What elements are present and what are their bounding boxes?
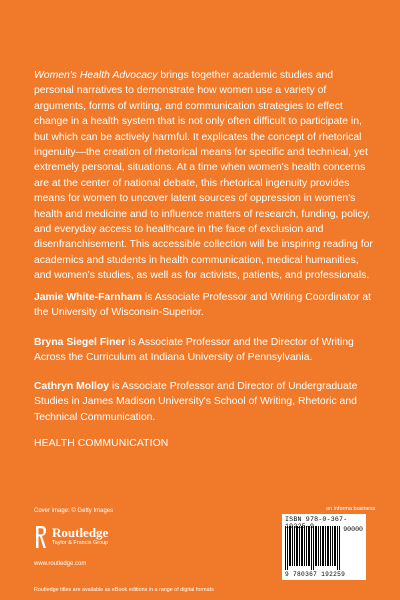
publisher-name: Routledge [52, 525, 109, 540]
blurb-text: brings together academic studies and personal narratives to demonstrate how women use a variety of arguments, forms of writing, and communication strategies to effect change in a health system that is not only often difficult to participate in, but which can be actively harmful. It explicates the concept of rhetorical ingenuity—the creation of rhetorical means for specific and technical, yet extremely personal, situations. At a time when women's health concerns are at the center of national debate, this rhetorical ingenuity provides means for women to uncover latent sources of oppression in women's health and medicine and to influence matters of research, funding, policy, and everyday access to healthcare in the face of exclusion and disenfranchisement. This accessible collection will be inspiring reading for academics and students in health communication, medical humanities, and women's studies, as well as for activists, patients, and professionals. [34, 70, 373, 282]
ean-digits: 9 780367 192259 [285, 571, 346, 578]
price-code: 90000 [343, 526, 363, 533]
blurb-paragraph [34, 68, 374, 284]
cover-credit: Cover image: © Getty Images [34, 508, 114, 514]
author-name: Cathryn Molloy [34, 381, 110, 392]
informa-tagline: an informa business [326, 506, 376, 512]
publisher-logo [34, 523, 154, 553]
publisher-group: Taylor & Francis Group [52, 540, 109, 546]
barcode-image [285, 526, 341, 570]
isbn-text: ISBN 978-0-367- 9225-9 [285, 516, 348, 530]
author-bio [34, 379, 374, 425]
routledge-r-icon [34, 524, 48, 550]
subject-category: HEALTH COMMUNICATION [34, 438, 169, 449]
ebook-note: Routledge titles are available as eBook editions in a range of digital formats [34, 587, 214, 593]
author-bio-text: is Associate Professor and the Director of Writing Across the Curriculum at Indiana University of Pennsylvania. [34, 337, 354, 364]
author-bio [34, 335, 374, 366]
author-bio-text: is Associate Professor and Writing Coordinator at the University of Wisconsin-Superior. [34, 292, 372, 319]
book-title: Women's Health Advocacy [34, 70, 158, 81]
publisher-url: www.routledge.com [34, 561, 87, 567]
author-bio-text: is Associate Professor and Director of Undergraduate Studies in James Madison University's School of Writing, Rhetoric and Technical Communication. [34, 381, 358, 423]
author-name: Bryna Siegel Finer [34, 337, 126, 348]
author-bio [34, 290, 374, 321]
author-name: Jamie White-Farnham [34, 292, 142, 303]
barcode-panel [282, 514, 366, 580]
